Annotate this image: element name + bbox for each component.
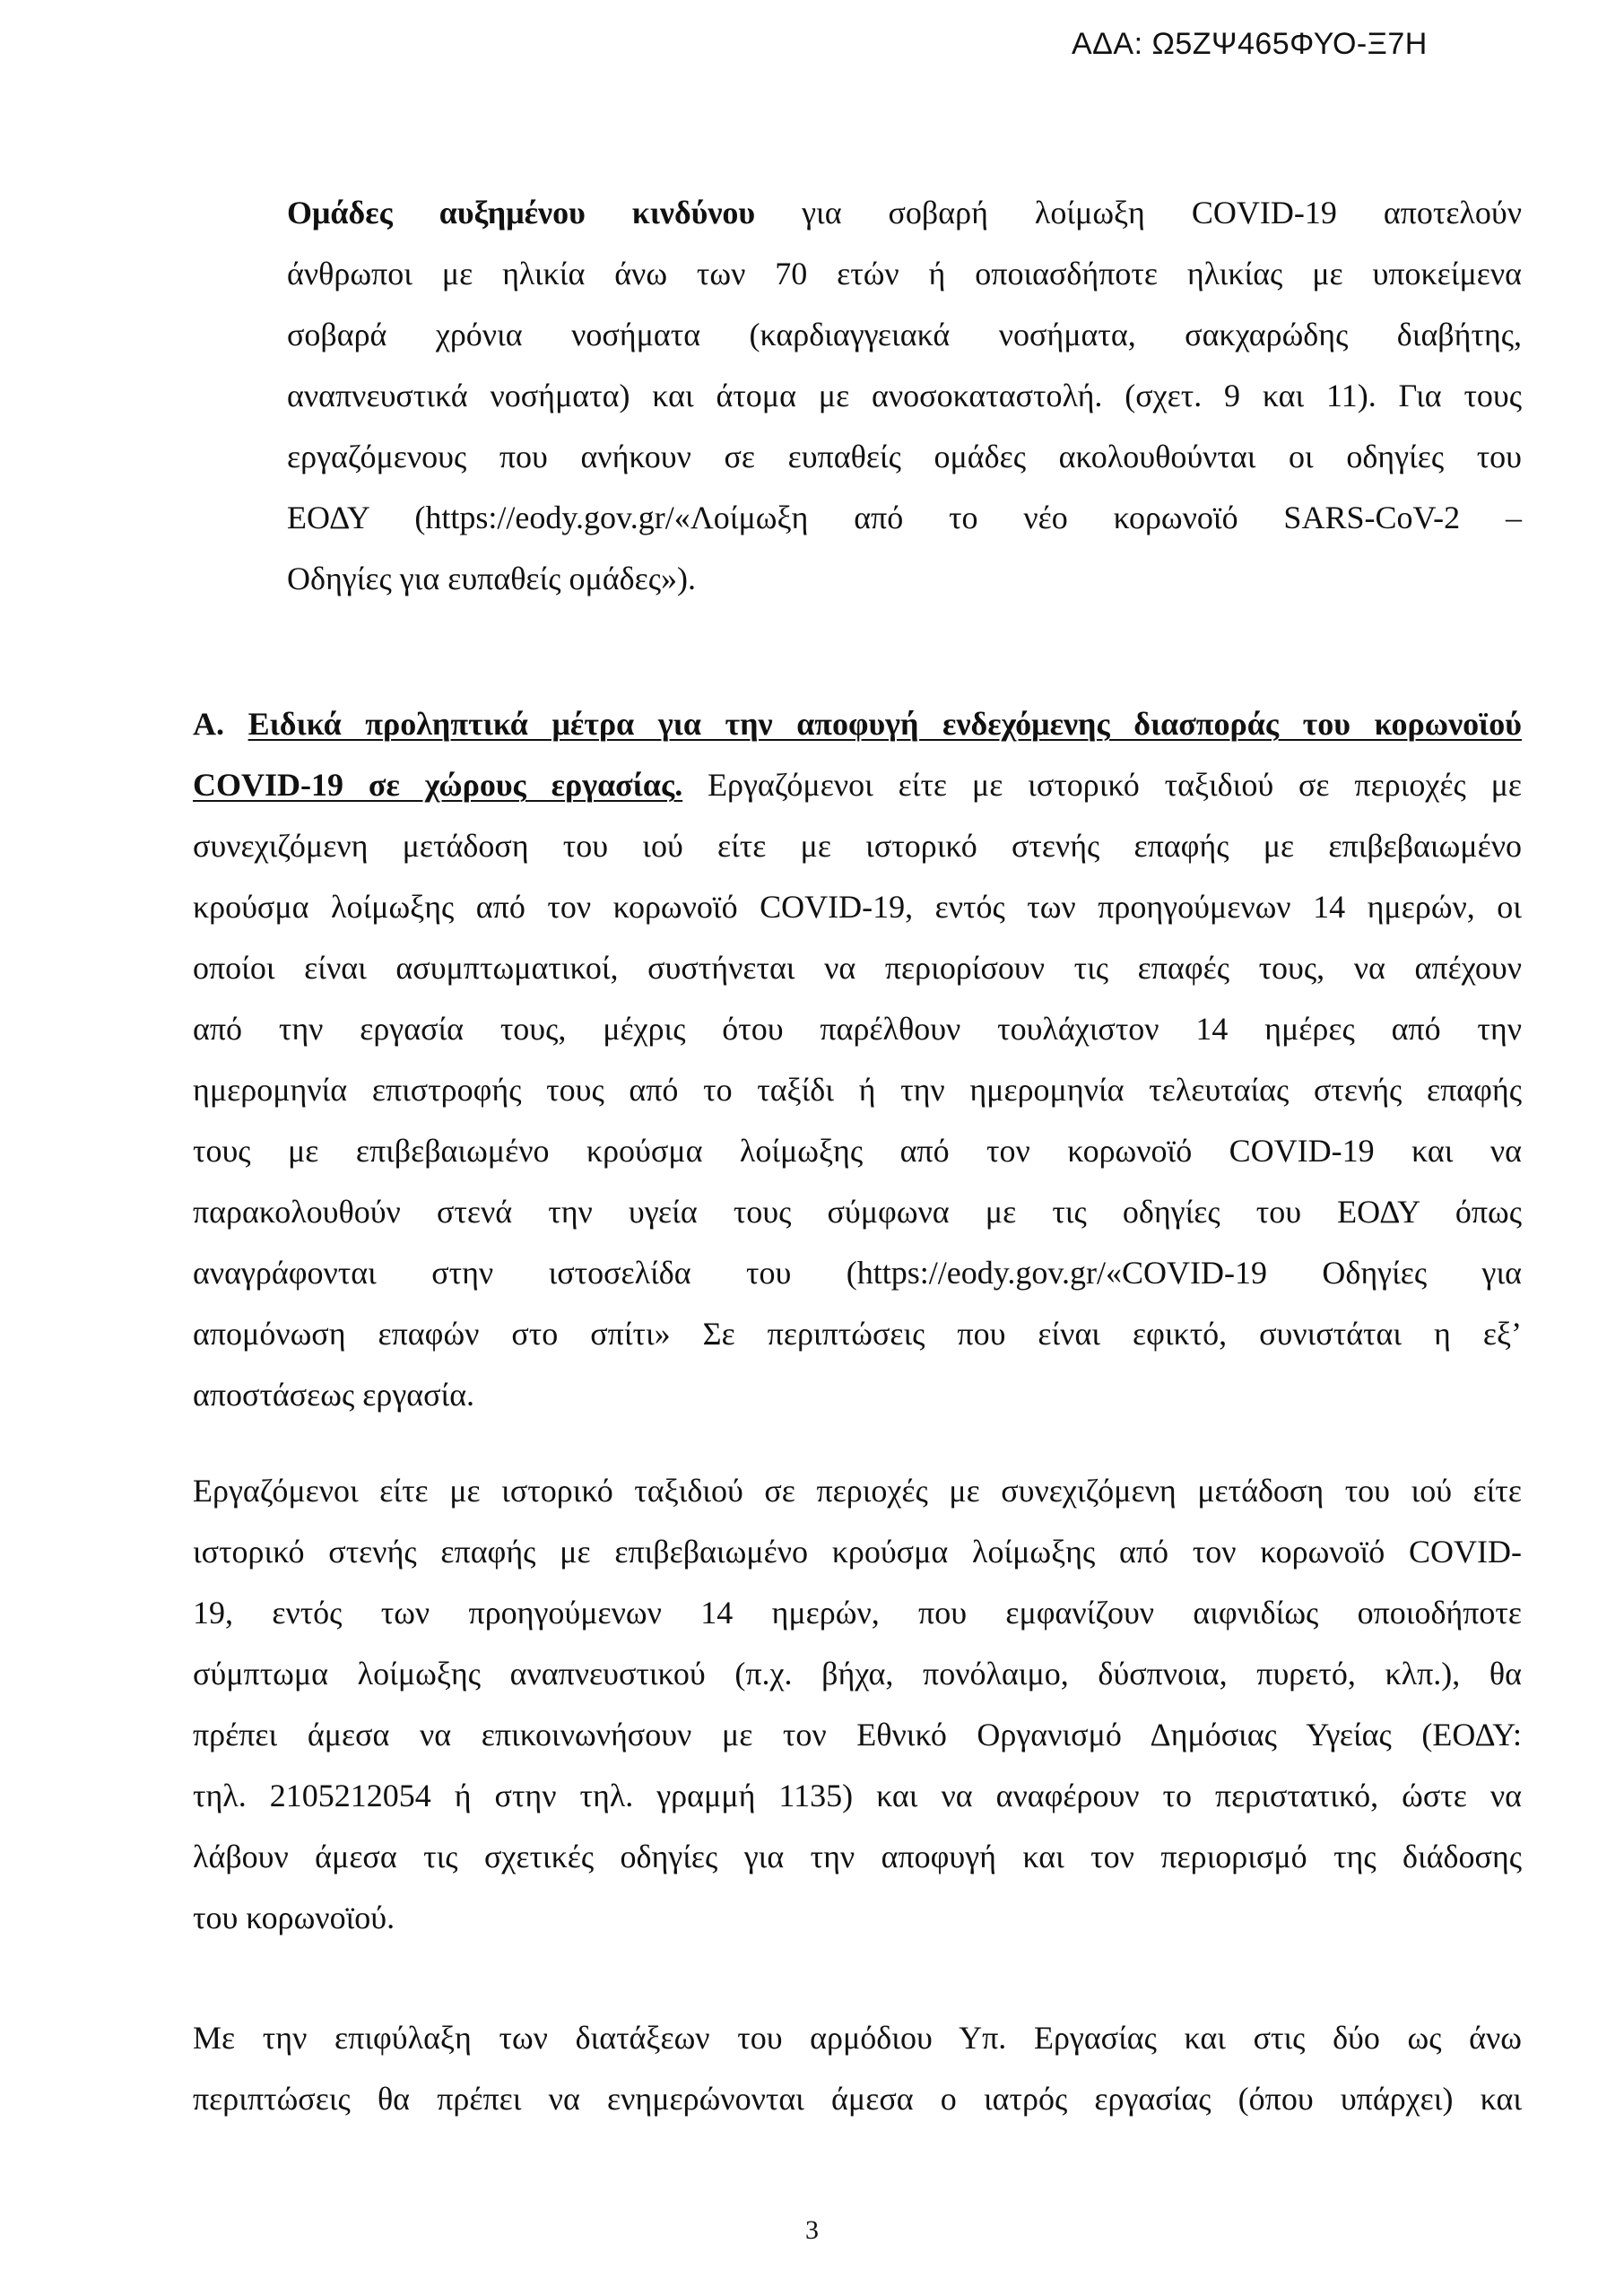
paragraph-line: περιπτώσεις θα πρέπει να ενημερώνονται άμεσα ο ιατρός εργασίας (όπου υπάρχει) και: [193, 2081, 1522, 2117]
paragraph-line: οποίοι είναι ασυμπτωματικοί, συστήνεται να περιορίσουν τις επαφές τους, να απέχουν: [193, 950, 1522, 986]
paragraph-line: του κορωνοϊού.: [193, 1900, 395, 1935]
ada-document-code: ΑΔΑ: Ω5ΖΨ465ΦΥΟ-Ξ7Η: [1072, 27, 1428, 61]
paragraph-line: ιστορικό στενής επαφής με επιβεβαιωμένο κρούσμα λοίμωξης από τον κορωνοϊό COVID-: [193, 1534, 1522, 1570]
paragraph-line: σοβαρά χρόνια νοσήματα (καρδιαγγειακά νοσήματα, σακχαρώδης διαβήτης,: [287, 317, 1522, 352]
page-number: 3: [805, 2215, 819, 2245]
paragraph-line: COVID-19 σε χώρους εργασίας. Εργαζόμενοι είτε με ιστορικό ταξιδιού σε περιοχές με: [193, 767, 1522, 803]
paragraph-line: άνθρωποι με ηλικία άνω των 70 ετών ή οποιασδήποτε ηλικίας με υποκείμενα: [287, 256, 1522, 291]
paragraph-line: αναπνευστικά νοσήματα) και άτομα με ανοσοκαταστολή. (σχετ. 9 και 11). Για τους: [287, 378, 1522, 413]
paragraph-line: λάβουν άμεσα τις σχετικές οδηγίες για την αποφυγή και τον περιορισμό της διάδοσης: [193, 1839, 1522, 1874]
paragraph-line: σύμπτωμα λοίμωξης αναπνευστικού (π.χ. βήχα, πονόλαιμο, δύσπνοια, πυρετό, κλπ.), θα: [193, 1656, 1522, 1692]
paragraph-line: Οδηγίες για ευπαθείς ομάδες»).: [287, 561, 696, 596]
paragraph-line: συνεχιζόμενη μετάδοση του ιού είτε με ιστορικό στενής επαφής με επιβεβαιωμένο: [193, 828, 1522, 864]
paragraph-line: από την εργασία τους, μέχρις ότου παρέλθουν τουλάχιστον 14 ημέρες από την: [193, 1011, 1522, 1047]
section-heading-text: Ειδικά προληπτικά μέτρα για την αποφυγή ενδεχόμενης διασποράς του κορωνοϊού: [248, 706, 1522, 742]
paragraph-line: πρέπει άμεσα να επικοινωνήσουν με τον Εθνικό Οργανισμό Δημόσιας Υγείας (ΕΟΔΥ:: [193, 1717, 1522, 1752]
paragraph-line: κρούσμα λοίμωξης από τον κορωνοϊό COVID-19, εντός των προηγούμενων 14 ημερών, οι: [193, 889, 1522, 925]
paragraph-line: Εργαζόμενοι είτε με ιστορικό ταξιδιού σε περιοχές με συνεχιζόμενη μετάδοση του ιού είτε: [193, 1473, 1522, 1509]
section-heading-text: COVID-19 σε χώρους εργασίας.: [193, 767, 683, 803]
section-a-heading: [193, 704, 1522, 744]
paragraph-line: ημερομηνία επιστροφής τους από το ταξίδι ή την ημερομηνία τελευταίας στενής επαφής: [193, 1072, 1522, 1108]
paragraph-line: 19, εντός των προηγούμενων 14 ημερών, που εμφανίζουν αιφνιδίως οποιοδήποτε: [193, 1595, 1522, 1631]
paragraph-line: αναγράφονται στην ιστοσελίδα του (https://eody.gov.gr/«COVID-19 Οδηγίες για: [193, 1255, 1522, 1291]
paragraph-line: εργαζόμενους που ανήκουν σε ευπαθείς ομάδες ακολουθούνται οι οδηγίες του: [287, 439, 1522, 474]
paragraph-line: τους με επιβεβαιωμένο κρούσμα λοίμωξης από τον κορωνοϊό COVID-19 και να: [193, 1133, 1522, 1169]
paragraph-line: παρακολουθούν στενά την υγεία τους σύμφωνα με τις οδηγίες του ΕΟΔΥ όπως: [193, 1194, 1522, 1230]
paragraph-line: Ομάδες αυξημένου κινδύνου για σοβαρή λοίμωξη COVID-19 αποτελούν: [287, 195, 1522, 230]
paragraph-line: απομόνωση επαφών στο σπίτι» Σε περιπτώσεις που είναι εφικτό, συνιστάται η εξ’: [193, 1316, 1522, 1352]
bold-lead-text: Ομάδες αυξημένου κινδύνου: [287, 195, 756, 230]
paragraph-line: Με την επιφύλαξη των διατάξεων του αρμόδιου Υπ. Εργασίας και στις δύο ως άνω: [193, 2020, 1522, 2056]
paragraph-line: ΕΟΔΥ (https://eody.gov.gr/«Λοίμωξη από το νέο κορωνοϊό SARS-CoV-2 –: [287, 500, 1522, 535]
paragraph-line: αποστάσεως εργασία.: [193, 1377, 475, 1413]
paragraph-line: τηλ. 2105212054 ή στην τηλ. γραμμή 1135) και να αναφέρουν το περιστατικό, ώστε να: [193, 1778, 1522, 1813]
section-label: Α.: [193, 706, 224, 742]
